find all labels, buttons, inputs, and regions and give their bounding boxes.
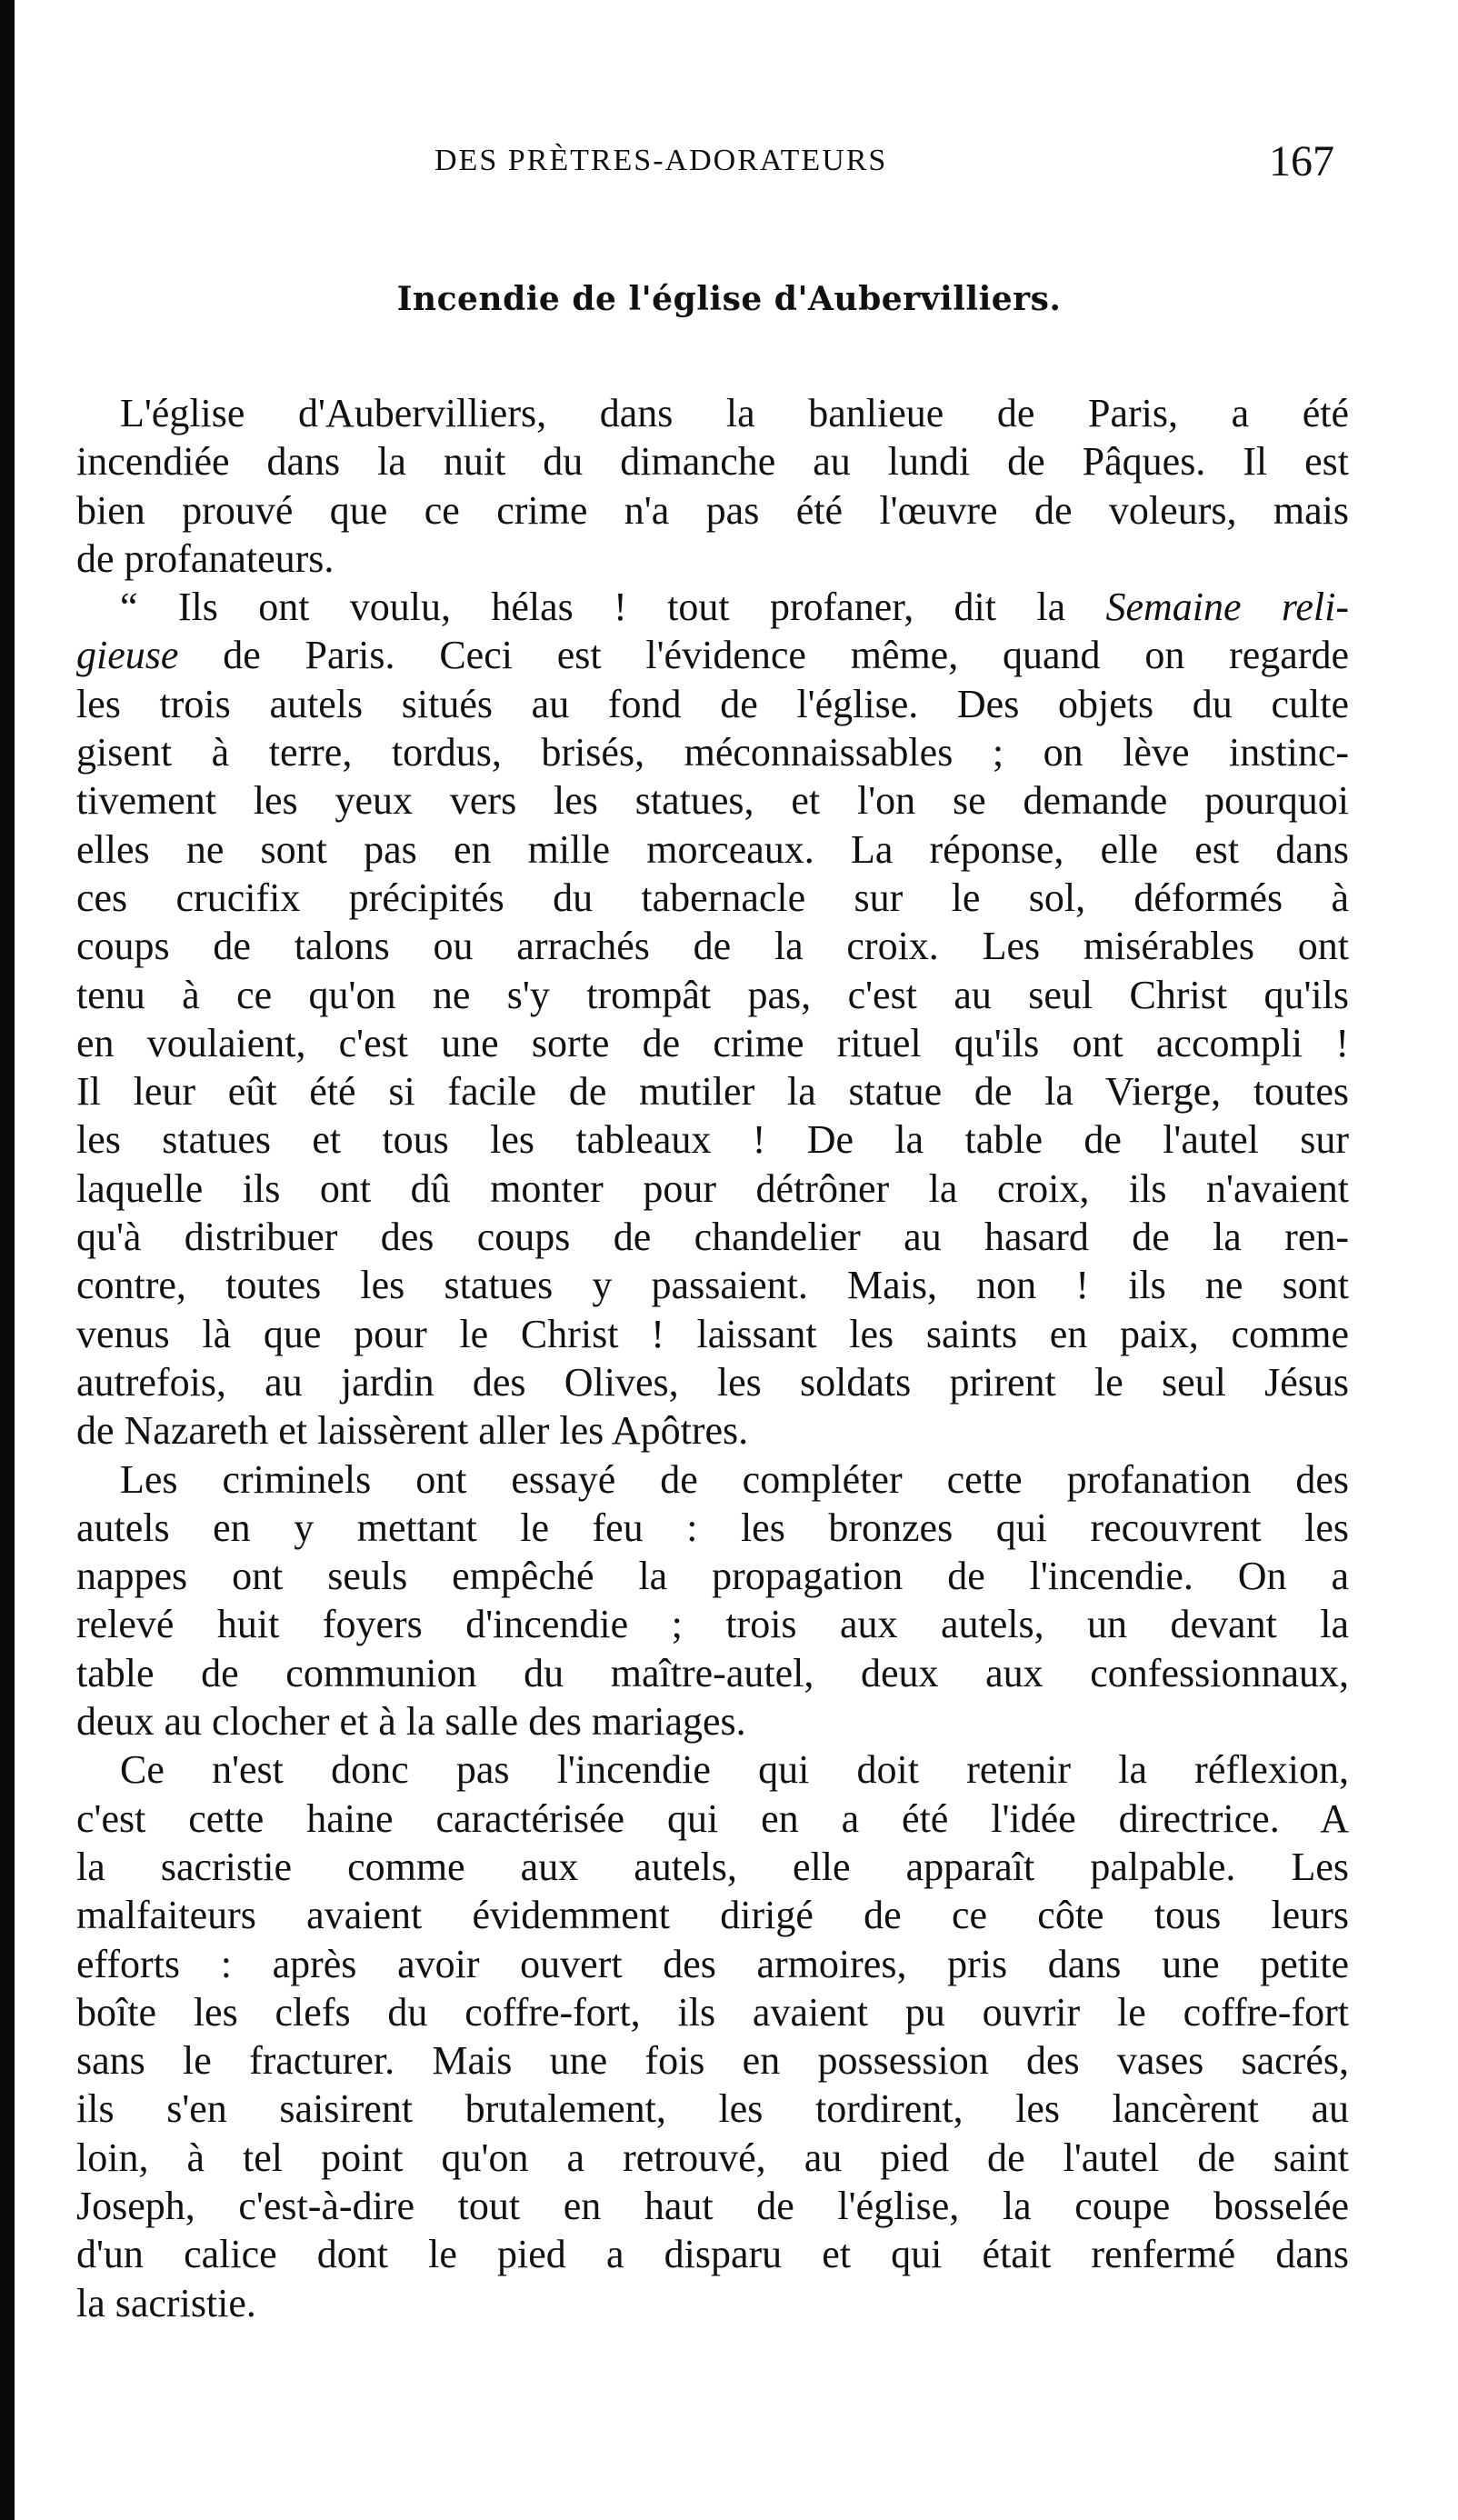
text-line: qu'à distribuer des coups de chandelier au hasard de la ren- xyxy=(76,1215,1349,1260)
text-line: elles ne sont pas en mille morceaux. La réponse, elle est dans xyxy=(76,826,1349,872)
text-line: venus là que pour le Christ ! laissant les saints en paix, comme xyxy=(76,1311,1349,1356)
text-fragment: “ Ils ont voulu, hélas ! tout profaner, dit la xyxy=(120,585,1066,630)
text-line: autrefois, au jardin des Olives, les soldats prirent le seul Jésus xyxy=(76,1359,1349,1405)
text-line: en voulaient, c'est une sorte de crime rituel qu'ils ont accompli ! xyxy=(76,1020,1349,1065)
text-line: deux au clocher et à la salle des mariages. xyxy=(76,1699,746,1745)
running-header xyxy=(0,136,1458,191)
text-line: les statues et tous les tableaux ! De la table de l'autel sur xyxy=(76,1117,1349,1163)
text-line: ces crucifix précipités du tabernacle sur le sol, déformés à xyxy=(76,875,1349,920)
text-line: Il leur eût été si facile de mutiler la statue de la Vierge, toutes xyxy=(76,1069,1349,1115)
text-line: la sacristie comme aux autels, elle apparaît palpable. Les xyxy=(76,1844,1349,1889)
text-line: nappes ont seuls empêché la propagation de l'incendie. On a xyxy=(76,1554,1349,1599)
text-line: contre, toutes les statues y passaient. Mais, non ! ils ne sont xyxy=(76,1263,1349,1308)
text-line: table de communion du maître-autel, deux aux confessionnaux, xyxy=(76,1650,1349,1695)
text-line: sans le fracturer. Mais une fois en possession des vases sacrés, xyxy=(76,2038,1349,2084)
text-line: Les criminels ont essayé de compléter cette profanation des xyxy=(120,1456,1349,1502)
text-line: tivement les yeux vers les statues, et l'on se demande pourquoi xyxy=(76,778,1349,824)
text-line: bien prouvé que ce crime n'a pas été l'œuvre de voleurs, mais xyxy=(76,487,1349,533)
text-line: la sacristie. xyxy=(76,2280,256,2325)
text-line: laquelle ils ont dû monter pour détrôner la croix, ils n'avaient xyxy=(76,1165,1349,1211)
page-number: 167 xyxy=(1269,137,1334,185)
text-line: de profanateurs. xyxy=(76,535,335,581)
text-line: gisent à terre, tordus, brisés, méconnaissables ; on lève instinc- xyxy=(76,730,1349,775)
text-line: de Nazareth et laissèrent aller les Apôtres. xyxy=(76,1408,749,1454)
text-line: Ce n'est donc pas l'incendie qui doit retenir la réflexion, xyxy=(120,1747,1349,1793)
italic-publication-title-cont: gieuse xyxy=(76,633,179,678)
text-fragment: de Paris. Ceci est l'évidence même, quand on regarde xyxy=(223,633,1349,678)
text-line: c'est cette haine caractérisée qui en a été l'idée directrice. A xyxy=(76,1795,1349,1841)
text-line: incendiée dans la nuit du dimanche au lundi de Pâques. Il est xyxy=(76,439,1349,485)
text-line: tenu à ce qu'on ne s'y trompât pas, c'est au seul Christ qu'ils xyxy=(76,972,1349,1017)
text-line: coups de talons ou arrachés de la croix. Les misérables ont xyxy=(76,924,1349,969)
text-line: efforts : après avoir ouvert des armoires, pris dans une petite xyxy=(76,1941,1349,1986)
article-title: Incendie de l'église d'Aubervilliers. xyxy=(396,280,1062,318)
article-body xyxy=(76,389,1349,2327)
text-line-with-italic xyxy=(76,583,1349,631)
binding-edge xyxy=(0,0,15,2520)
text-line: autels en y mettant le feu : les bronzes qui recouvrent les xyxy=(76,1505,1349,1550)
running-title: DES PRÈTRES-ADORATEURS xyxy=(434,144,888,177)
text-line: ils s'en saisirent brutalement, les tordirent, les lancèrent au xyxy=(76,2086,1349,2132)
text-line: relevé huit foyers d'incendie ; trois aux autels, un devant la xyxy=(76,1602,1349,1647)
text-line: Joseph, c'est-à-dire tout en haut de l'église, la coupe bosselée xyxy=(76,2183,1349,2228)
text-line-with-italic xyxy=(76,631,1349,679)
text-line: loin, à tel point qu'on a retrouvé, au pied de l'autel de saint xyxy=(76,2135,1349,2180)
text-line: malfaiteurs avaient évidemment dirigé de ce côte tous leurs xyxy=(76,1893,1349,1938)
text-line: L'église d'Aubervilliers, dans la banlieue de Paris, a été xyxy=(120,391,1349,435)
text-line: les trois autels situés au fond de l'église. Des objets du culte xyxy=(76,681,1349,726)
text-line: boîte les clefs du coffre-fort, ils avaient pu ouvrir le coffre-fort xyxy=(76,1989,1349,2035)
italic-publication-title: Semaine reli- xyxy=(1105,585,1349,630)
text-line: d'un calice dont le pied a disparu et qui était renfermé dans xyxy=(76,2232,1349,2277)
